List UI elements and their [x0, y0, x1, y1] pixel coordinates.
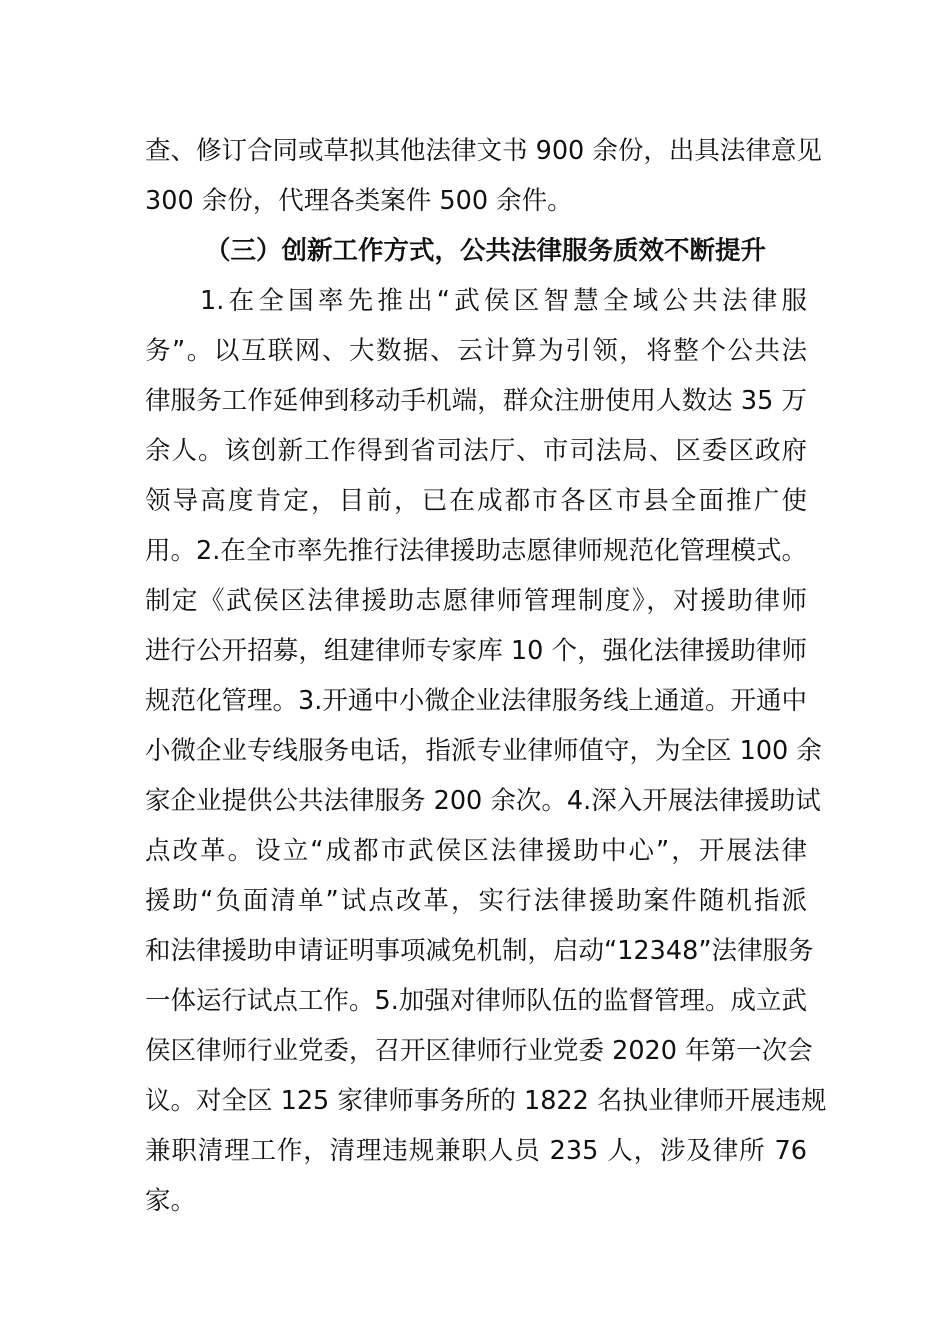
paragraph-line: 兼职清理工作，清理违规兼职人员 235 人，涉及律所 76	[145, 1136, 807, 1166]
paragraph-line: 300 余份，代理各类案件 500 余件。	[145, 186, 573, 216]
paragraph-line: 律服务工作延伸到移动手机端，群众注册使用人数达 35 万	[145, 386, 807, 416]
paragraph-line: 用。2.在全市率先推行法律援助志愿律师规范化管理模式。	[145, 536, 807, 566]
paragraph-line: 进行公开招募，组建律师专家库 10 个，强化法律援助律师	[145, 636, 807, 666]
paragraph-line: 查、修订合同或草拟其他法律文书 900 余份，出具法律意见	[145, 136, 822, 166]
paragraph-line: 一体运行试点工作。5.加强对律师队伍的监督管理。成立武	[145, 986, 807, 1016]
paragraph-line: 家企业提供公共法律服务 200 余次。4.深入开展法律援助试	[145, 786, 821, 816]
paragraph-line: 小微企业专线服务电话，指派专业律师值守，为全区 100 余	[145, 736, 822, 766]
paragraph-line: 家。	[145, 1186, 197, 1216]
paragraph-line: 和法律援助申请证明事项减免机制，启动“12348”法律服务	[145, 936, 814, 966]
paragraph-line: 余人。该创新工作得到省司法厅、市司法局、区委区政府	[145, 436, 807, 466]
paragraph-line: 侯区律师行业党委，召开区律师行业党委 2020 年第一次会	[145, 1036, 813, 1066]
paragraph-line: 点改革。设立“成都市武侯区法律援助中心”，开展法律	[145, 836, 807, 866]
paragraph-line: 制定《武侯区法律援助志愿律师管理制度》，对援助律师	[145, 586, 807, 616]
paragraph-line: 1.在全国率先推出“武侯区智慧全域公共法律服	[200, 286, 807, 316]
paragraph-line: 务”。以互联网、大数据、云计算为引领，将整个公共法	[145, 336, 807, 366]
paragraph-line: 规范化管理。3.开通中小微企业法律服务线上通道。开通中	[145, 686, 807, 716]
section-heading: （三）创新工作方式，公共法律服务质效不断提升	[205, 236, 767, 266]
paragraph-line: 领导高度肯定，目前，已在成都市各区市县全面推广使	[145, 486, 807, 516]
paragraph-line: 援助“负面清单”试点改革，实行法律援助案件随机指派	[145, 886, 807, 916]
paragraph-line: 议。对全区 125 家律师事务所的 1822 名执业律师开展违规	[145, 1086, 827, 1116]
